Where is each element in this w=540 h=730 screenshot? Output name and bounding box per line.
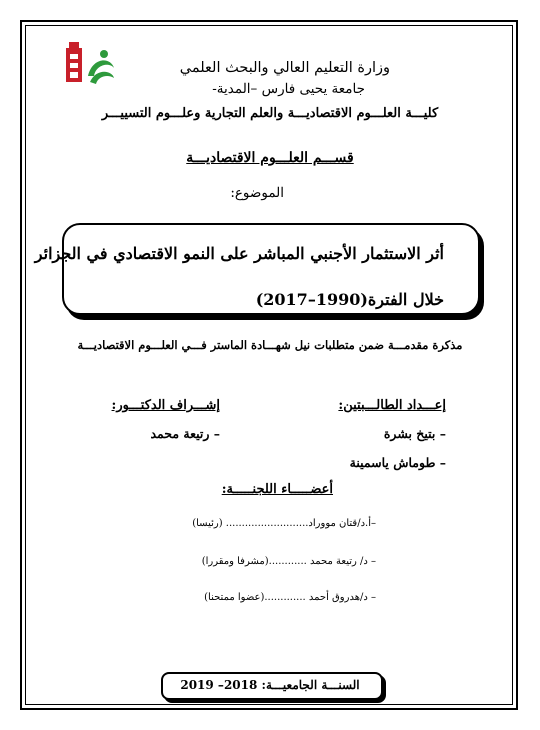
jury-member: – د/هدروق أحمد .............(عضوا ممتحنا) (204, 592, 376, 603)
page-border-inner (25, 25, 513, 705)
thesis-title-line2: خلال الفترة(1990–2017) (255, 290, 444, 309)
supervisor-name: – رتيعة محمد (150, 426, 220, 441)
ministry-name: وزارة التعليم العالي والبحث العلمي (179, 60, 390, 76)
student-name: – بتيخ بشرة (383, 426, 446, 441)
thesis-title-line1: أثر الاستثمار الأجنبي المباشر على النمو الاقتصادي في الجزائر (34, 244, 444, 263)
jury-member: –أ.د/قتان مووراد.......................... (رئيسا) (192, 518, 376, 529)
university-name: جامعة يحيى فارس –المدية- (212, 81, 365, 97)
department-name: قســـم العلـــوم الاقتصاديـــة (186, 150, 354, 166)
jury-label: أعضـــــاء اللجنـــــة: (221, 482, 333, 497)
jury-member: – د/ رتيعة محمد ............(مشرفا ومقررا) (201, 556, 376, 567)
subject-label: الموضوع: (230, 185, 284, 201)
faculty-name: كليـــة العلـــوم الاقتصاديـــة والعلم التجارية وعلـــوم التسييـــر (101, 106, 439, 121)
students-label: إعـــداد الطالـــبتين: (338, 398, 446, 413)
academic-year: السنـــة الجامعيـــة: 2018– 2019 (180, 678, 360, 692)
memo-statement: مذكرة مقدمـــة ضمن متطلبات نيل شهـــادة الماستر فـــي العلـــوم الاقتصاديـــة (77, 338, 463, 352)
university-logo-icon (62, 38, 118, 88)
supervisor-label: إشـــراف الدكتـــور: (111, 398, 220, 413)
student-name: – طوماش ياسمينة (349, 455, 446, 470)
